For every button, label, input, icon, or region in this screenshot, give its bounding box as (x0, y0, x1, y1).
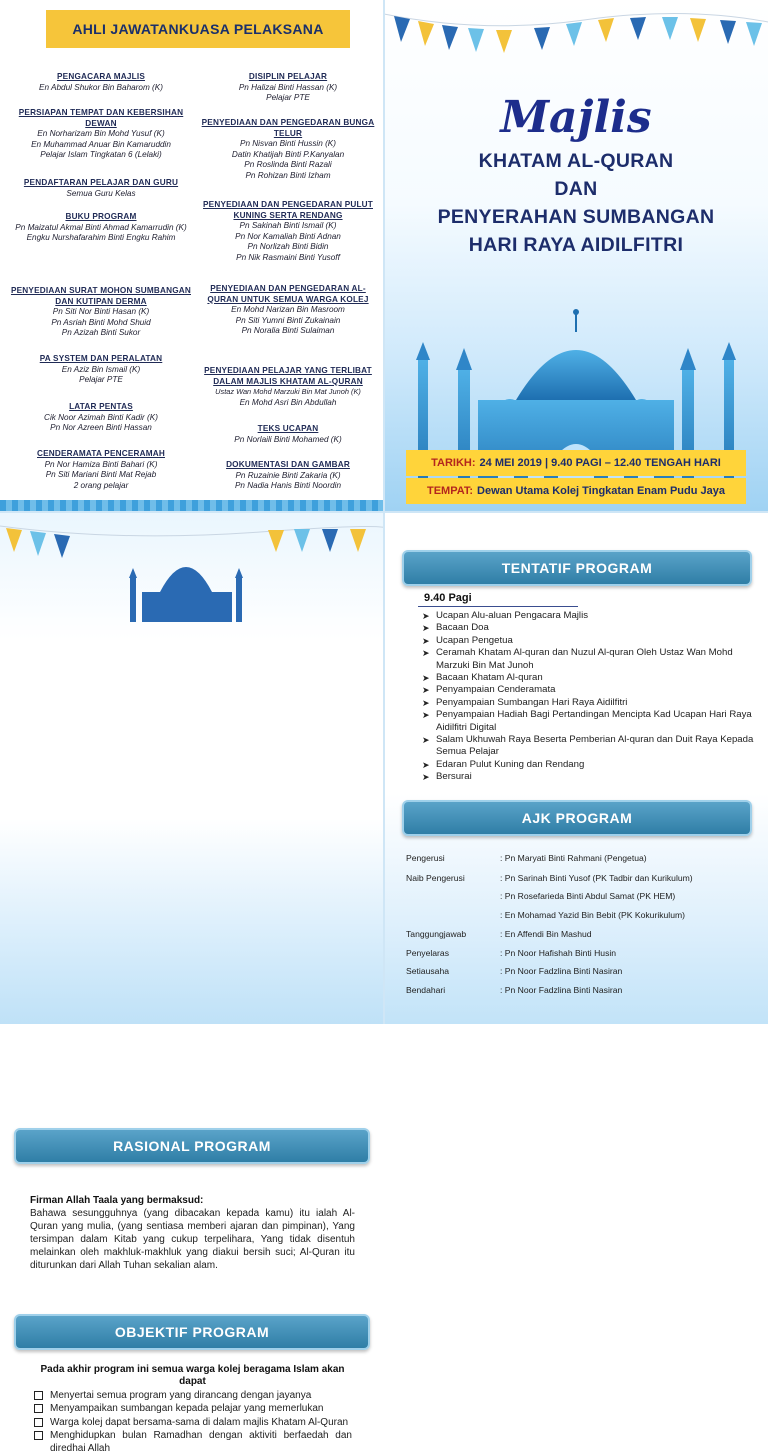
committee-member: Pn Siti Yumni Binti Zukainain (235, 315, 341, 325)
venue-label: TEMPAT: (426, 485, 474, 497)
bunting-flags-icon (384, 0, 768, 70)
committee-title: PENYEDIAAN PELAJAR YANG TERLIBAT DALAM MAJLIS KHATAM AL-QURAN (204, 366, 372, 386)
tentatif-list (422, 610, 758, 784)
tentatif-item-text: Penyampaian Hadiah Bagi Pertandingan Mencipta Kad Ucapan Hari Raya Aidilfitri Digital (436, 709, 752, 733)
committee-member: En Norharizam Bin Mohd Yusuf (K) (37, 129, 165, 139)
committee-member: Pn Nor Azreen Binti Hassan (50, 423, 152, 433)
checkbox-icon (34, 1431, 43, 1440)
committee-right-2 (196, 200, 380, 264)
committee-left-0 (8, 72, 194, 93)
tentatif-item-text: Bersurai (436, 771, 472, 783)
ajk-name: : Pn Noor Fadzlina Binti Nasiran (500, 985, 623, 995)
ajk-title: AJK PROGRAM (402, 800, 752, 836)
committee-right-3 (196, 284, 380, 337)
ajk-name: : En Mohamad Yazid Bin Bebit (PK Kokurikulum) (500, 910, 686, 920)
horizontal-divider (0, 511, 768, 513)
tentatif-item (422, 635, 758, 647)
cover-title-line-4: HARI RAYA AIDILFITRI (468, 234, 684, 256)
tentatif-item (422, 697, 758, 709)
committee-title: PA SYSTEM DAN PERALATAN (39, 354, 163, 363)
committee-member: Pn Rohizan Binti Izham (245, 170, 331, 180)
date-value: 24 MEI 2019 | 9.40 PAGI – 12.40 TENGAH HARI (479, 457, 721, 469)
committee-member: Pn Nik Rasmaini Binti Yusoff (236, 252, 340, 262)
cover-title-line-2: DAN (554, 178, 598, 200)
cover-title-line-3: PENYERAHAN SUMBANGAN (437, 206, 715, 228)
objektif-item (34, 1430, 352, 1455)
committee-member: 2 orang pelajar (73, 480, 129, 490)
tentatif-item-text: Ucapan Alu-aluan Pengacara Majlis (436, 610, 588, 621)
committee-header: AHLI JAWATANKUASA PELAKSANA (46, 10, 350, 48)
objektif-item-text: Menyertai semua program yang dirancang dengan jayanya (50, 1390, 312, 1401)
objektif-item-text: Menyampaikan sumbangan kepada pelajar yang memerlukan (50, 1403, 324, 1415)
ajk-role: Pengerusi (406, 853, 445, 863)
committee-member: Pn Roslinda Binti Razali (244, 160, 332, 170)
checkbox-icon (34, 1391, 43, 1400)
committee-member: Pn Norlaili Binti Mohamed (K) (234, 434, 342, 444)
committee-member: Pn Nor Hamiza Binti Bahari (K) (44, 459, 158, 469)
committee-left-2 (8, 178, 194, 199)
checkbox-icon (34, 1418, 43, 1427)
committee-title: LATAR PENTAS (69, 402, 133, 411)
tentatif-item-text: Bacaan Khatam Al-quran (436, 672, 543, 684)
arrow-icon: ➤ (422, 759, 430, 770)
bunting-mosque-icon (0, 512, 384, 622)
committee-title: BUKU PROGRAM (65, 212, 137, 221)
tentatif-time: 9.40 Pagi (424, 592, 472, 604)
checkbox-icon (34, 1404, 43, 1413)
objektif-item (34, 1403, 352, 1415)
tentatif-item (422, 759, 758, 771)
ajk-name: : Pn Rosefarieda Binti Abdul Samat (PK HEM) (500, 891, 676, 901)
committee-member: Pn Siti Mariani Binti Mat Rejab (45, 470, 157, 480)
rasional-objektif-panel (0, 512, 384, 1454)
tentatif-rule (418, 606, 578, 607)
tentatif-item-text: Bacaan Doa (436, 622, 489, 634)
objektif-item (34, 1417, 352, 1429)
committee-title: DOKUMENTASI DAN GAMBAR (226, 460, 350, 469)
committee-title: TEKS UCAPAN (257, 424, 319, 433)
committee-member: Pn Noralia Binti Sulaiman (241, 326, 335, 336)
arrow-icon: ➤ (422, 685, 430, 696)
ajk-role: Setiausaha (406, 966, 450, 976)
arrow-icon: ➤ (422, 623, 430, 634)
arrow-icon: ➤ (422, 710, 430, 721)
committee-member: Semua Guru Kelas (66, 188, 136, 198)
tentatif-item (422, 734, 758, 759)
committee-member: Pn Asriah Binti Mohd Shuid (51, 317, 151, 327)
objektif-title: OBJEKTIF PROGRAM (14, 1314, 370, 1350)
tentatif-item (422, 622, 758, 634)
committee-right-5 (196, 424, 380, 445)
tentatif-item (422, 610, 758, 622)
arrow-icon: ➤ (422, 735, 430, 746)
ajk-name: : Pn Noor Hafishah Binti Husin (500, 948, 617, 958)
cover-panel (384, 0, 768, 512)
committee-title: PENGACARA MAJLIS (57, 72, 145, 81)
objektif-item-text: Menghidupkan bulan Ramadhan dengan aktiviti berfaedah dan diredhai Allah (50, 1430, 352, 1454)
tentatif-item-text: Penyampaian Cenderamata (436, 684, 556, 696)
venue-banner (406, 478, 746, 504)
rasional-title: RASIONAL PROGRAM (14, 1128, 370, 1164)
committee-member: Pn Nadia Hanis Binti Noordin (234, 481, 342, 491)
committee-right-1 (196, 118, 380, 182)
arrow-icon: ➤ (422, 673, 430, 684)
date-banner (406, 450, 746, 476)
objektif-item (34, 1390, 352, 1402)
committee-right-0 (196, 72, 380, 104)
committee-left-3 (8, 212, 194, 244)
arrow-icon: ➤ (422, 635, 430, 646)
tentatif-item (422, 672, 758, 684)
committee-title: PENYEDIAAN DAN PENGEDARAN BUNGA TELUR (201, 118, 375, 138)
committee-title: CENDERAMATA PENCERAMAH (37, 449, 165, 458)
committee-member: Pelajar Islam Tingkatan 6 (Lelaki) (40, 150, 162, 160)
committee-member: Pn Siti Nor Binti Hasan (K) (52, 307, 150, 317)
arrow-icon: ➤ (422, 648, 430, 659)
ajk-role: Naib Pengerusi (406, 873, 465, 883)
committee-member: Pelajar PTE (266, 93, 310, 103)
tentatif-item-text: Salam Ukhuwah Raya Beserta Pemberian Al-quran dan Duit Raya Kepada Semua Pelajar (436, 734, 754, 758)
committee-member: Pn Sakinah Binti Ismail (K) (239, 221, 337, 231)
committee-title: PENYEDIAAN SURAT MOHON SUMBANGAN DAN KUTIPAN DERMA (10, 286, 191, 306)
tentatif-item (422, 709, 758, 734)
venue-value: Dewan Utama Kolej Tingkatan Enam Pudu Jaya (477, 485, 725, 497)
committee-member: En Muhammad Anuar Bin Kamaruddin (31, 139, 171, 149)
committee-member: Pn Nor Kamaliah Binti Adnan (235, 231, 341, 241)
cover-title-line-1: KHATAM AL-QURAN (478, 150, 674, 172)
tentatif-title: TENTATIF PROGRAM (402, 550, 752, 586)
cover-majlis-title: Majlis (500, 92, 652, 143)
committee-member: Pelajar PTE (79, 375, 123, 385)
committee-member: Cik Noor Azimah Binti Kadir (K) (44, 412, 158, 422)
committee-member: Pn Azizah Binti Sukor (61, 328, 141, 338)
committee-title: PENYEDIAAN DAN PENGEDARAN AL-QURAN UNTUK SEMUA WARGA KOLEJ (207, 284, 369, 304)
committee-member: En Mohd Asri Bin Abdullah (239, 397, 337, 407)
committee-title: DISIPLIN PELAJAR (248, 72, 328, 81)
committee-title: PENDAFTARAN PELAJAR DAN GURU (23, 178, 179, 187)
ajk-name: : Pn Noor Fadzlina Binti Nasiran (500, 966, 623, 976)
ajk-name: : En Affendi Bin Mashud (500, 929, 592, 939)
objektif-intro: Pada akhir program ini semua warga kolej beragama Islam akan dapat (40, 1364, 345, 1387)
committee-left-4 (8, 286, 194, 339)
tentatif-item (422, 771, 758, 783)
ajk-role: Penyelaras (406, 948, 449, 958)
committee-member: Pn Maizatul Akmal Binti Ahmad Kamarrudin (K) (15, 222, 187, 232)
committee-member: En Aziz Bin Ismail (K) (61, 364, 141, 374)
committee-member: Pn Nisvan Binti Hussin (K) (239, 139, 336, 149)
committee-title: PENYEDIAAN DAN PENGEDARAN PULUT KUNING SERTA RENDANG (203, 200, 373, 220)
tentatif-item (422, 684, 758, 696)
committee-left-7 (8, 449, 194, 491)
arrow-icon: ➤ (422, 772, 430, 783)
committee-right-6 (196, 460, 380, 492)
committee-member: Ustaz Wan Mohd Marzuki Bin Mat Junoh (K) (215, 387, 361, 397)
committee-right-4 (196, 366, 380, 408)
tentatif-item (422, 647, 758, 672)
arrow-icon: ➤ (422, 611, 430, 621)
committee-left-5 (8, 354, 194, 386)
ajk-role: Tanggungjawab (406, 929, 467, 939)
date-label: TARIKH: (431, 457, 476, 469)
committee-member: En Mohd Narizan Bin Masroom (231, 305, 345, 315)
committee-member: Pn Ruzainie Binti Zakaria (K) (235, 470, 341, 480)
tentatif-item-text: Ucapan Pengetua (436, 634, 513, 646)
tentatif-item-text: Ceramah Khatam Al-quran dan Nuzul Al-quran Oleh Ustaz Wan Mohd Marzuki Bin Mat Junoh (436, 647, 733, 671)
committee-member: Datin Khatijah Binti P.Kanyalan (231, 149, 345, 159)
committee-member: En Abdul Shukor Bin Baharom (K) (39, 82, 163, 92)
committee-title: PERSIAPAN TEMPAT DAN KEBERSIHAN DEWAN (18, 108, 184, 128)
committee-left-6 (8, 402, 194, 434)
arrow-icon: ➤ (422, 697, 430, 708)
committee-panel (0, 0, 384, 512)
committee-member: Engku Nurshafarahim Binti Engku Rahim (26, 233, 176, 243)
objektif-item-text: Warga kolej dapat bersama-sama di dalam majlis Khatam Al-Quran (50, 1416, 349, 1428)
rasional-body: Bahawa sesungguhnya (yang dibacakan kepada kamu) itu ialah Al-Quran yang mulia, (yang sentiasa memberi ajaran dan pimpinan), Yang tersimpan dalam Kitab yang cukup terpelihara, Yang tidak disentuh melainkan oleh makhluk-makhluk yang diakui bersih suci; Al-Quran itu diturunkan dari Allah Tuhan sekalian alam. (30, 1208, 355, 1271)
ajk-role: Bendahari (406, 985, 446, 995)
rasional-heading: Firman Allah Taala yang bermaksud: (30, 1195, 204, 1206)
objektif-list (34, 1390, 352, 1456)
tentatif-item-text: Edaran Pulut Kuning dan Rendang (436, 758, 585, 770)
committee-member: Pn Norlizah Binti Bidin (247, 242, 329, 252)
tentatif-item-text: Penyampaian Sumbangan Hari Raya Aidilfitri (436, 696, 628, 708)
committee-member: Pn Halizai Binti Hassan (K) (238, 82, 338, 92)
ajk-name: : Pn Maryati Binti Rahmani (Pengetua) (500, 853, 647, 863)
ajk-name: : Pn Sarinah Binti Yusof (PK Tadbir dan Kurikulum) (500, 873, 693, 883)
committee-left-1 (8, 108, 194, 161)
